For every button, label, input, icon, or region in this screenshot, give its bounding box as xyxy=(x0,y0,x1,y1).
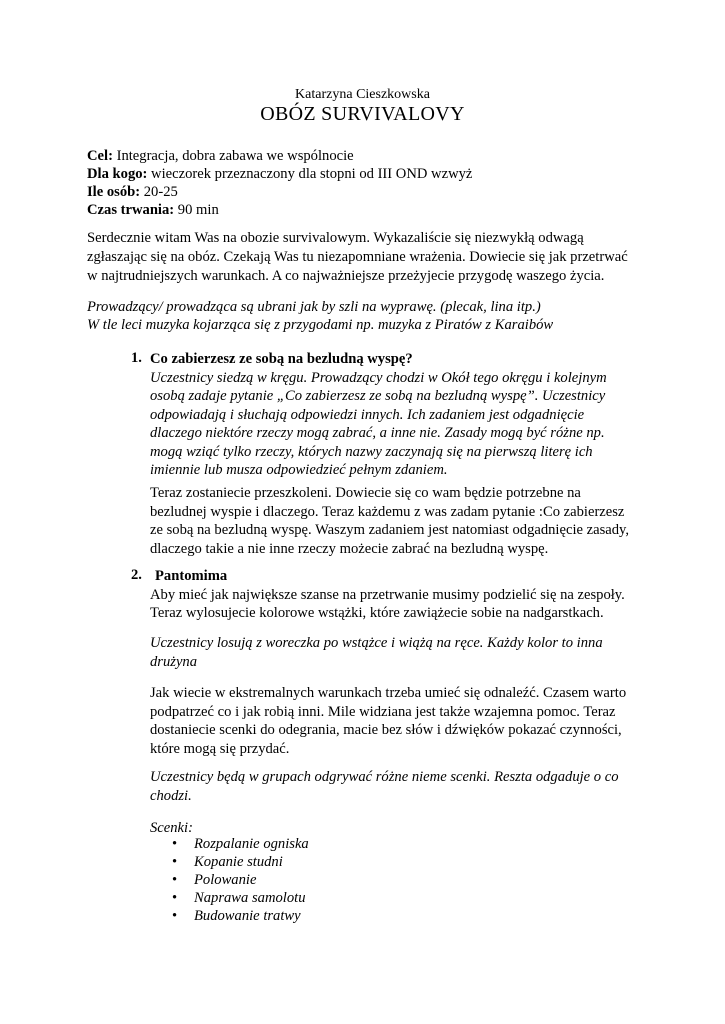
list-item-label: Budowanie tratwy xyxy=(194,908,301,924)
meta-value: 20-25 xyxy=(140,184,178,200)
scenes-list xyxy=(168,835,309,925)
text-line: Jak wiecie w ekstremalnych warunkach trzeba umieć się odnaleźć. Czasem warto xyxy=(150,685,627,701)
text-line: w najtrudniejszych warunkach. A co najważniejsze przeżyjecie przygodę waszego życia. xyxy=(87,268,605,284)
section-2 xyxy=(150,567,640,623)
text-line: bezludnej wyspie i dlaczego. Teraz każdemu z was zadam pytanie :Co zabierzesz xyxy=(150,503,625,520)
section-instructions xyxy=(150,369,640,480)
meta-label: Cel: xyxy=(87,148,113,164)
section-1 xyxy=(150,350,640,480)
text-line: Aby mieć jak największe szanse na przetrwanie musimy podzielić się na zespoły. xyxy=(150,586,625,603)
meta-goal xyxy=(87,147,472,165)
text-line: chodzi. xyxy=(150,787,192,804)
document-title: OBÓZ SURVIVALOVY xyxy=(260,103,465,125)
section-number: 2. xyxy=(131,567,142,583)
meta-value: wieczorek przeznaczony dla stopni od III OND wzwyż xyxy=(147,166,473,182)
meta-label: Czas trwania: xyxy=(87,202,175,218)
text-line: Teraz zostaniecie przeszkoleni. Dowiecie się co wam będzie potrzebne na xyxy=(150,485,581,501)
list-item-label: Kopanie studni xyxy=(194,854,283,870)
section-number: 1. xyxy=(131,350,142,366)
meta-value: 90 min xyxy=(174,202,219,218)
text-line: Prowadzący/ prowadząca są ubrani jak by szli na wyprawę. (plecak, lina itp.) xyxy=(87,299,541,315)
list-item xyxy=(168,871,309,889)
section-heading: Pantomima xyxy=(155,568,228,584)
meta-duration xyxy=(87,201,472,219)
text-line: które mogą się przydać. xyxy=(150,740,290,757)
setup-paragraph xyxy=(87,298,647,334)
text-line: zgłaszając się na obóz. Czekają Was tu niezapomniane wrażenia. Dowiecie się jak przetrwać xyxy=(87,249,628,265)
text-line: Uczestnicy siedzą w kręgu. Prowadzący chodzi w Okół tego okręgu i kolejnym xyxy=(150,369,607,386)
bullet-icon: • xyxy=(172,908,178,924)
text-line: Teraz wylosujecie kolorowe wstążki, które zawiążecie sobie na nadgarstkach. xyxy=(150,605,604,621)
text-line: osobą zadaje pytanie „Co zabierzesz ze sobą na bezludną wyspę”. Uczestnicy xyxy=(150,388,606,404)
meta-label: Ile osób: xyxy=(87,184,141,200)
text-line: imiennie lub musza odpowiedzieć pełnym zdaniem. xyxy=(150,462,448,478)
section-2-instructions xyxy=(150,634,640,671)
meta-people xyxy=(87,183,472,201)
text-line: odpowiadają i słuchają odpowiedzi innych. Ich zadaniem jest odgadnięcie xyxy=(150,406,585,423)
section-2-instructions xyxy=(150,768,640,805)
scenes-label: Scenki: xyxy=(150,820,193,836)
bullet-icon: • xyxy=(172,854,178,870)
list-item-label: Polowanie xyxy=(194,872,257,888)
list-item xyxy=(168,889,309,907)
list-item-label: Rozpalanie ogniska xyxy=(194,836,309,852)
text-line: Uczestnicy będą w grupach odgrywać różne nieme scenki. Reszta odgaduje o co xyxy=(150,769,619,785)
section-2-speech xyxy=(150,684,640,758)
section-1-speech xyxy=(150,484,640,558)
intro-paragraph xyxy=(87,229,647,286)
meta-audience xyxy=(87,165,472,183)
meta-value: Integracja, dobra zabawa we wspólnocie xyxy=(112,148,354,164)
text-line: W tle leci muzyka kojarząca się z przygodami np. muzyka z Piratów z Karaibów xyxy=(87,317,554,333)
text-line: mogą wziąć tylko rzeczy, których nazwy zaczynają się na pierwszą literę ich xyxy=(150,443,593,460)
bullet-icon: • xyxy=(172,890,178,906)
list-item xyxy=(168,907,309,925)
list-item-label: Naprawa samolotu xyxy=(194,890,306,906)
text-line: Serdecznie witam Was na obozie survivalowym. Wykazaliście się niezwykłą odwagą xyxy=(87,230,584,246)
meta-info xyxy=(87,147,472,219)
text-line: dlaczego takie a nie inne rzeczy możecie zabrać na bezludną wyspę. xyxy=(150,540,549,557)
text-line: podpatrzeć co i jak robią inni. Mile widziana jest także wzajemna pomoc. Teraz xyxy=(150,703,616,720)
bullet-icon: • xyxy=(172,836,178,852)
text-line: Uczestnicy losują z woreczka po wstążce i wiążą na ręce. Każdy kolor to inna xyxy=(150,635,603,651)
author-name: Katarzyna Cieszkowska xyxy=(295,87,430,102)
bullet-icon: • xyxy=(172,872,178,888)
text-line: dlaczego niektóre rzeczy mogą zabrać, a inne nie. Zasady mogą być różne np. xyxy=(150,425,605,441)
list-item xyxy=(168,853,309,871)
list-item xyxy=(168,835,309,853)
meta-label: Dla kogo: xyxy=(87,166,148,182)
text-line: drużyna xyxy=(150,653,198,670)
text-line: ze sobą na bezludną wyspę. Waszym zadaniem jest natomiast odgadnięcie zasady, xyxy=(150,522,630,538)
section-heading: Co zabierzesz ze sobą na bezludną wyspę? xyxy=(150,351,413,367)
text-line: dostaniecie scenki do odegrania, macie bez słów i dźwięków pokazać czynności, xyxy=(150,722,622,738)
